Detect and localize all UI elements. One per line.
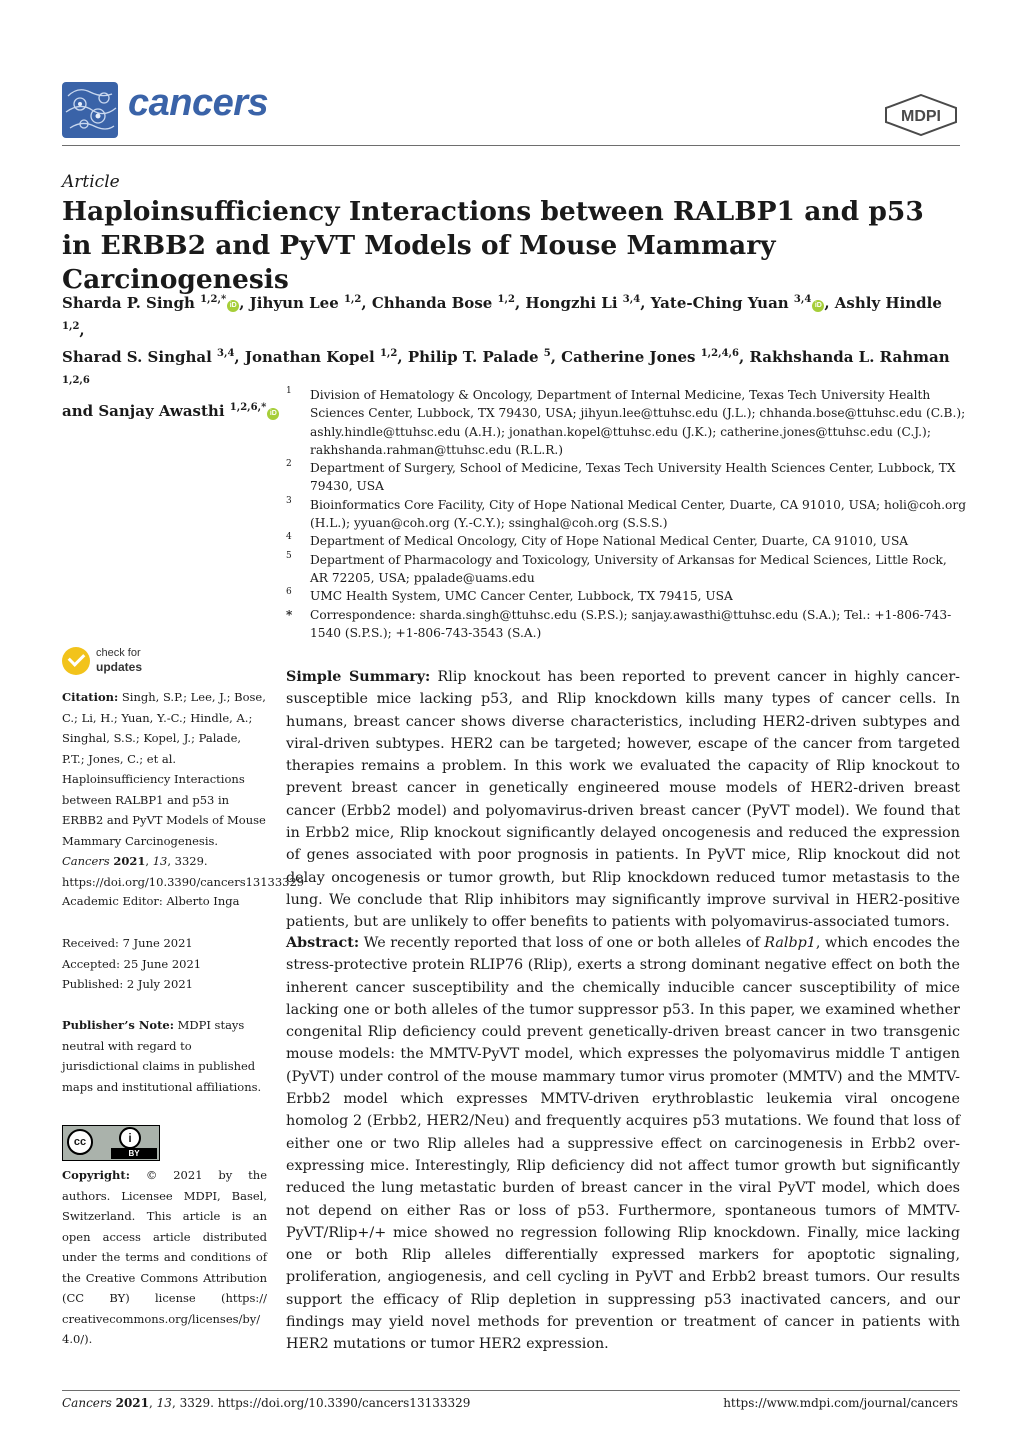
affiliation-text: Bioinformatics Core Facility, City of Hope National Medical Center, Duarte, CA 91010, USA; holi@coh.org (H.L.); yyuan@coh.org (Y.-C.Y.); ssinghal@coh.org (S.S.S.) [310,497,966,531]
affiliation-item [286,532,966,550]
orcid-icon[interactable]: iD [267,408,279,420]
attribution-person-icon: i [119,1127,141,1149]
citation-doi[interactable]: , 3329. https://doi.org/10.3390/cancers13133329 [62,854,305,889]
author-name[interactable]: Rakhshanda L. Rahman [749,348,950,366]
date-received: Received: 7 June 2021 [62,936,193,950]
header-divider [62,145,960,146]
affiliation-text: UMC Health System, UMC Cancer Center, Lubbock, TX 79415, USA [310,589,733,604]
author-name[interactable]: Chhanda Bose [371,294,498,312]
creative-commons-icon: cc [67,1129,93,1155]
author-affiliation-sup: 1,2,* [200,294,227,305]
author-affiliation-sup: 3,4 [793,294,812,305]
check-for-updates-button[interactable] [62,645,222,679]
author-affiliation-sup: 1,2 [343,294,362,305]
author-affiliation-sup: 5 [543,348,551,359]
publisher-note-text: MDPI stays neutral with regard to jurisdictional claims in published maps and institutional affiliations. [62,1018,262,1094]
citation-block: Citation: Singh, S.P.; Lee, J.; Bose, C.; Li, H.; Yuan, Y.-C.; Hindle, A.; Singhal, S.S.; Kopel, J.; Palade, P.T.; Jones, C.; et al. Haploinsufficiency Interactions between RALBP1 and p53 in ERBB2 and PyVT Models of Mouse Mammary Carcinogenesis. Cancers 2021, 13, 3329. https://doi.org/10.3390/cancers13133329 [62,690,305,889]
affiliation-number: * [286,607,293,622]
mdpi-logo-text: MDPI [901,108,941,125]
author-name[interactable]: Yate-Ching Yuan [650,294,794,312]
affiliation-item [286,496,966,533]
author-affiliation-sup: 1,2,4,6 [700,348,739,359]
author-name[interactable]: Jonathan Kopel [244,348,380,366]
citation-journal: Cancers [62,854,110,868]
check-for-label: check for [96,647,141,659]
citation-volume: 13 [152,854,168,868]
author-and: and [62,402,99,420]
simple-summary [286,666,960,934]
abstract-label: Abstract: [286,935,360,951]
author-name[interactable]: Sharda P. Singh [62,294,201,312]
affiliation-number: 6 [286,587,292,598]
copyright-block [62,1165,267,1350]
date-accepted: Accepted: 25 June 2021 [62,956,202,971]
abstract [286,932,960,1356]
publisher-note-label: Publisher’s Note: [62,1018,174,1032]
footer-volume: 13 [156,1396,172,1410]
author-name[interactable]: Catherine Jones [561,348,701,366]
affiliation-item [286,606,966,643]
footer-journal: Cancers [62,1396,112,1410]
dates-block [62,933,267,995]
author-name[interactable]: Sanjay Awasthi [98,402,230,420]
author-name[interactable]: Jihyun Lee [249,294,344,312]
affiliation-item [286,459,966,496]
cc-by-license-badge[interactable] [62,1125,160,1161]
citation-year: 2021 [113,854,146,868]
citation-text: Singh, S.P.; Lee, J.; Bose, C.; Li, H.; Yuan, Y.-C.; Hindle, A.; Singhal, S.S.; Kopel, J.; Palade, P.T.; Jones, C.; et al. Haploinsufficiency Interactions between RALBP1 and p53 in ERBB2 and PyVT Models of Mouse Mammary Carcinogenesis. [62,690,266,848]
cancers-logo-icon [62,82,118,138]
affiliation-text: Department of Pharmacology and Toxicology, University of Arkansas for Medical Sciences, Little Rock, AR 72205, USA; ppalade@uams.edu [310,552,947,585]
citation-label: Citation: [62,690,119,704]
simple-summary-text: Rlip knockout has been reported to prevent cancer in highly cancer-susceptible mice lacking p53, and Rlip knockdown kills many types of cancer cells. In humans, breast cancer shows diverse characteristics, including HER2-driven subtypes and viral-driven subtypes. HER2 can be targeted; however, escape of the cancer from targeted therapies remains a problem. In this work we evaluated the capacity of Rlip knockout to prevent breast cancer in genetically engineered mouse models of HER2-driven breast cancer (Erbb2 model) and polyomavirus-driven breast cancer (PyVT model). We found that in Erbb2 mice, Rlip knockout significantly delayed oncogenesis and reduced the expression of genes associated with poor prognosis in patients. In PyVT mice, Rlip knockout did not delay oncogenesis or tumor growth, but Rlip knockdown reduced tumor metastasis to the lung. We conclude that Rlip inhibitors may significantly improve survival in HER2-positive patients, but are unlikely to offer benefits to patients with polyomavirus-associated tumors. [286,669,960,931]
mdpi-logo-icon [884,94,958,136]
footer-divider [62,1390,960,1391]
footer-citation: Cancers 2021, 13, 3329. https://doi.org/10.3390/cancers13133329 [62,1396,471,1410]
affiliation-item [286,587,966,605]
author-list: Sharda P. Singh $^{1,2,*}$iD , Jihyun Lee $^{1,2}$, Chhanda Bose $^{1,2}$, Hongzhi Li $^{3,4}$, Yate-Ching Yuan $^{3,4}$iD , Ashly Hindle $^{1,2}$, Sharad S. Singhal $^{3,4}$, Jonathan Kopel $^{1,2}$, Philip T. Palade $^5$, Catherine Jones $^{1,2,4,6}$, Rakhshanda L. Rahman $^{1,2,6}$ and Sanjay Awasthi $^{1,2,6,*}$iD [62,294,950,420]
abstract-text-pre: We recently reported that loss of one or both alleles of [363,935,760,951]
affiliation-number: 4 [286,532,292,543]
academic-editor: Academic Editor: Alberto Inga [62,894,240,908]
publisher-note [62,1015,267,1097]
affiliation-number: 3 [286,495,292,506]
affiliation-item [286,386,966,459]
affiliation-number: 5 [286,550,292,561]
author-affiliation-sup: 1,2 [497,294,515,305]
affiliation-text: Division of Hematology & Oncology, Department of Internal Medicine, Texas Tech University Health Sciences Center, Lubbock, TX 79430, USA; jihyun.lee@ttuhsc.edu (J.L.); chhanda.bose@ttuhsc.edu (C.B.); ashly.hindle@ttuhsc.edu (A.H.); jonathan.kopel@ttuhsc.edu (J.K.); catherine.jones@ttuhsc.edu (C.J.); rakhshanda.rahman@ttuhsc.edu (R.L.R.) [310,388,966,457]
affiliation-item [286,551,966,588]
orcid-icon[interactable]: iD [227,300,239,312]
affiliation-text: Department of Surgery, School of Medicine, Texas Tech University Health Sciences Center, Lubbock, TX 79430, USA [310,461,956,494]
author-name[interactable]: Ashly Hindle [834,294,942,312]
article-title: Haploinsufficiency Interactions between RALBP1 and p53 in ERBB2 and PyVT Models of Mouse Mammary Carcinogenesis [62,196,924,295]
affiliation-list [286,386,966,642]
footer-doi-link[interactable]: , 3329. https://doi.org/10.3390/cancers13133329 [171,1396,471,1410]
copyright-label: Copyright: [62,1168,130,1182]
simple-summary-label: Simple Summary: [286,669,431,685]
affiliation-number: 2 [286,459,292,470]
author-affiliation-sup: 3,4 [622,294,641,305]
author-affiliation-sup: 3,4 [217,348,235,359]
updates-label: updates [96,660,143,674]
author-name[interactable]: Philip T. Palade [407,348,544,366]
author-affiliation-sup: 1,2,6 [62,375,90,386]
affiliation-text: Correspondence: sharda.singh@ttuhsc.edu (S.P.S.); sanjay.awasthi@ttuhsc.edu (S.A.); Tel.: +1-806-743-1540 (S.P.S.); +1-806-743-3543 (S.A.) [310,607,952,640]
journal-title: cancers [128,82,269,124]
author-name[interactable]: Sharad S. Singhal [62,348,218,366]
cc-by-label: BY [111,1148,157,1159]
footer-year: 2021 [115,1396,150,1410]
date-published: Published: 2 July 2021 [62,977,193,991]
author-affiliation-sup: 1,2 [62,321,80,332]
footer-journal-link[interactable]: https://www.mdpi.com/journal/cancers [723,1396,958,1410]
checkmark-icon [62,647,90,675]
affiliation-number: 1 [286,386,292,396]
abstract-gene: Ralbp1 [764,935,816,951]
author-name[interactable]: Hongzhi Li [525,294,623,312]
author-affiliation-sup: 1,2 [379,348,398,359]
article-type: Article [62,172,120,192]
orcid-icon[interactable]: iD [812,300,824,312]
abstract-text-post: , which encodes the stress-protective protein RLIP76 (Rlip), exerts a strong dominant negative effect on both the inherent cancer susceptibility and the chemically inducible cancer susceptibility of mice lacking one or both alleles of the tumor suppressor p53. In this paper, we examined whether congenital Rlip deficiency could prevent genetically-driven breast cancer in two transgenic mouse models: the MMTV-PyVT model, which expresses the polyomavirus middle T antigen (PyVT) under control of the mouse mammary tumor virus promoter (MMTV) and the MMTV-Erbb2 model which expresses MMTV-driven erythroblastic leukemia viral oncogene homolog 2 (Erbb2, HER2/Neu) and frequently acquires p53 mutations. We found that loss of either one or two Rlip alleles had a suppressive effect on carcinogenesis in Erbb2 over-expressing mice. Interestingly, Rlip deficiency did not affect tumor growth but significantly reduced the lung metastatic burden of breast cancer in the viral PyVT model, which does not depend on either Ras or loss of p53. Furthermore, spontaneous tumors of MMTV-PyVT/Rlip+/+ mice showed no regression following Rlip knockdown. Finally, mice lacking one or both Rlip alleles differentially expressed markers for apoptotic signaling, proliferation, angiogenesis, and cell cycling in PyVT and Erbb2 breast tumors. Our results support the efficacy of Rlip depletion in suppressing p53 inactivated cancers, and our findings may yield novel methods for prevention or treatment of cancer in patients with HER2 mutations or tumor HER2 expression. [286,935,960,1353]
affiliation-text: Department of Medical Oncology, City of Hope National Medical Center, Duarte, CA 91010, USA [310,534,909,549]
copyright-text: © 2021 by the authors. Licensee MDPI, Basel, Switzerland. This article is an open access article distributed under the terms and conditions of the Creative Commons Attribution (CC BY) license (https:// creativecommons.org/licenses/by/ 4.0/). [62,1168,267,1346]
author-affiliation-sup: 1,2,6,* [229,402,267,413]
